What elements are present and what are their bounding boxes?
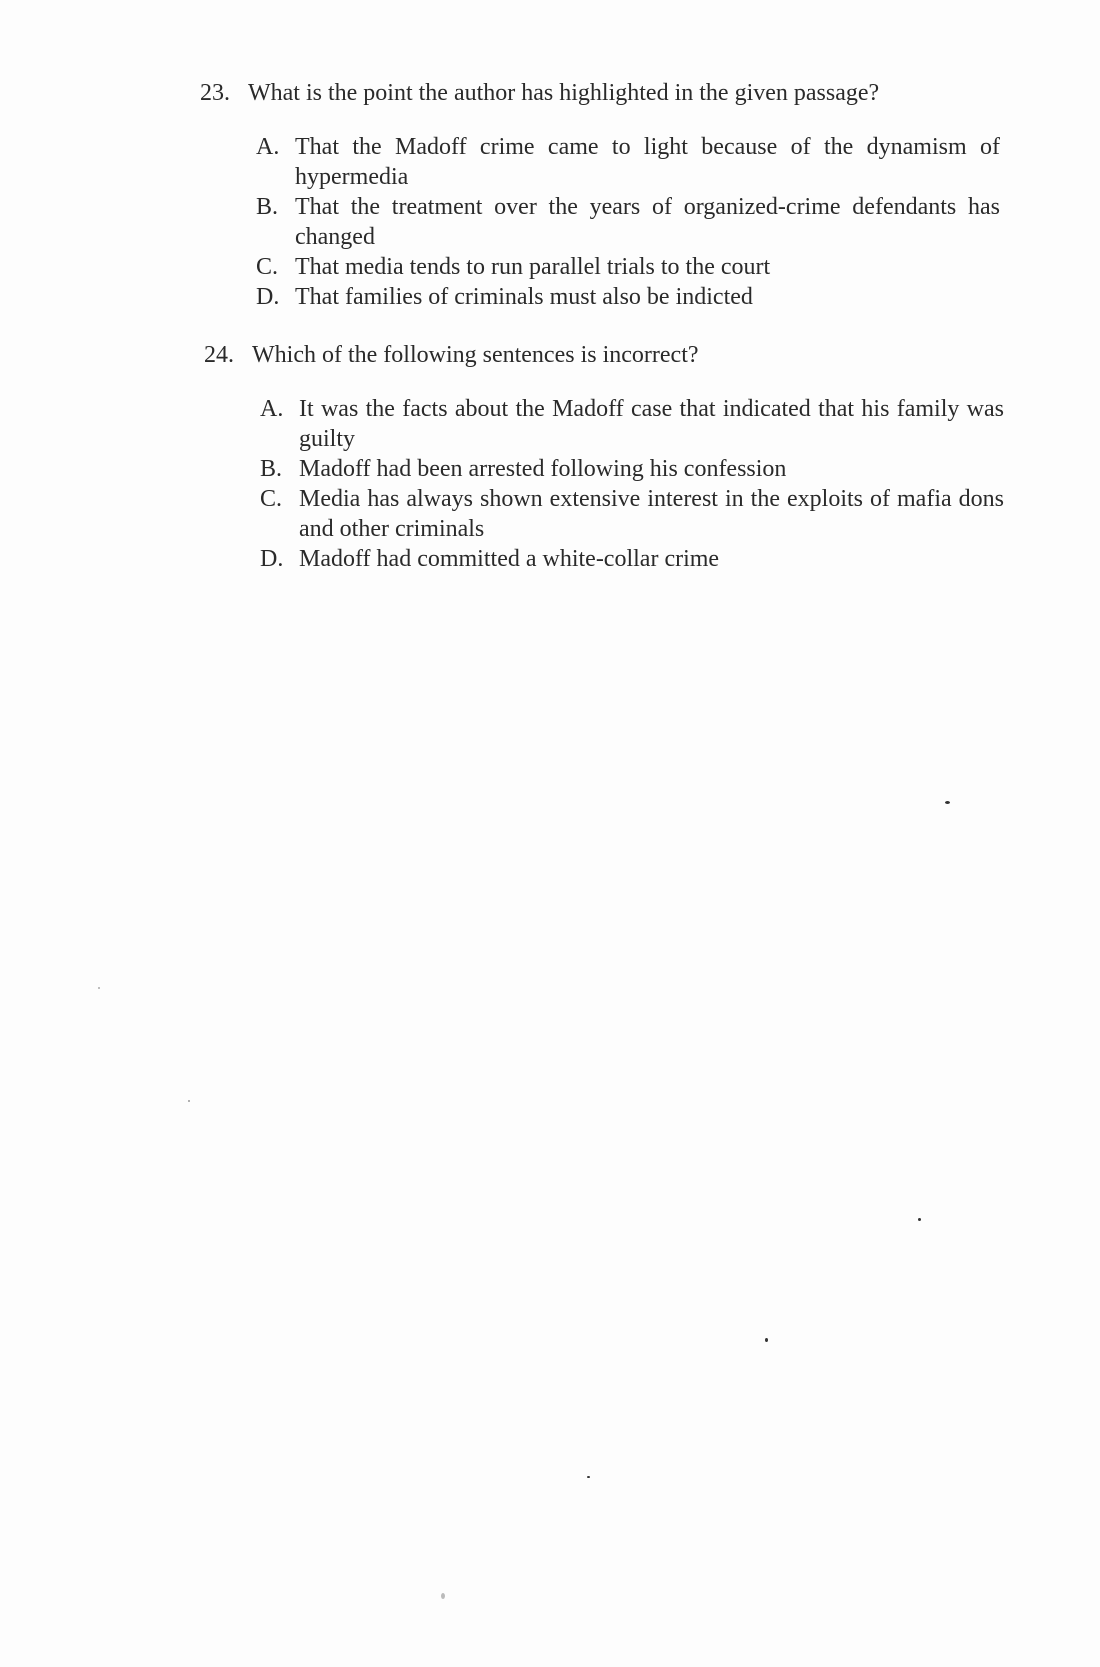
question-text: What is the point the author has highlighted in the given passage? [248,80,880,106]
question-stem [204,340,1024,370]
scan-speck [587,1476,590,1478]
answer-options [204,394,1024,574]
question-text: Which of the following sentences is incorrect? [252,342,699,368]
option-letter: A. [260,396,284,422]
scan-speck [98,987,100,989]
option-text: Madoff had been arrested following his confession [299,456,787,482]
option-letter: D. [260,546,284,572]
scan-speck [945,801,950,804]
option-c [256,252,1020,282]
option-d [256,282,1020,312]
answer-options [200,132,1020,312]
option-letter: D. [256,284,280,310]
option-a [256,132,1020,192]
question-number: 23. [200,80,230,106]
option-c [260,484,1024,544]
option-text: That the treatment over the years of organized-crime defendants has changed [295,194,1000,250]
option-a [260,394,1024,454]
option-text: Media has always shown extensive interest in the exploits of mafia dons and other criminals [299,486,1004,542]
option-letter: C. [256,254,279,280]
option-letter: B. [260,456,283,482]
scan-speck [765,1338,768,1342]
scan-speck [441,1593,445,1599]
option-text: Madoff had committed a white-collar crime [299,546,720,572]
question-number: 24. [204,342,234,368]
option-text: That families of criminals must also be indicted [295,284,753,310]
option-letter: C. [260,486,283,512]
question-24 [204,340,1024,574]
scan-speck [918,1218,921,1221]
option-b [260,454,1024,484]
question-stem [200,78,1020,108]
option-d [260,544,1024,574]
option-letter: A. [256,134,280,160]
option-letter: B. [256,194,279,220]
option-text: That the Madoff crime came to light because of the dynamism of hypermedia [295,134,1000,190]
question-23 [200,78,1020,312]
option-b [256,192,1020,252]
scan-speck [188,1100,190,1102]
option-text: That media tends to run parallel trials to the court [295,254,771,280]
option-text: It was the facts about the Madoff case that indicated that his family was guilty [299,396,1004,452]
